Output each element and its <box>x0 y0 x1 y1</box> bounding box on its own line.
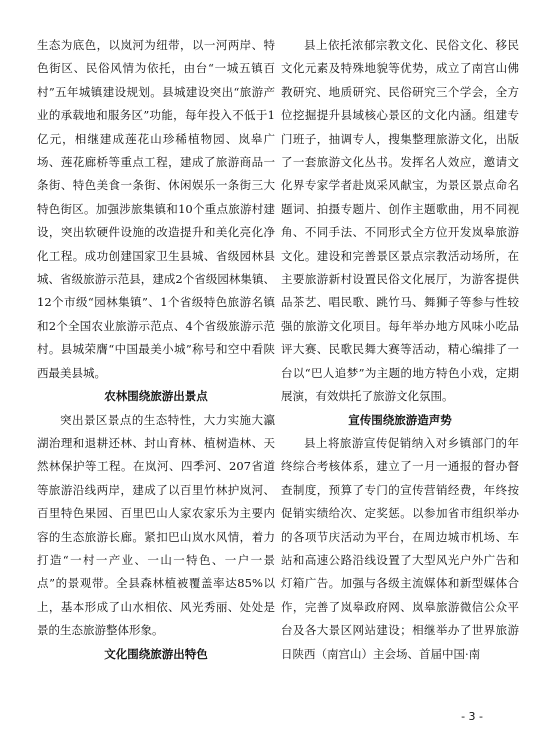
section-heading-forestry: 农林围绕旅游出景点 <box>104 389 208 404</box>
left-paragraph-2: 突出景区景点的生态特性，大力实施大瀛湖治理和退耕还林、封山育林、植树造林、天然林保护等工程。在岚河、四季河、207省道等旅游沿线两岸，建成了以百里竹林护岚河、百里特色果园、百里巴山人家农家乐为主要内容的生态旅游长廊。紧扣巴山岚水风情，着力打造“一村一产业、一山一特色、一户一景点”的景观带。全县森林植被覆盖率达85%以上，基本形成了山水相依、风光秀丽、处处是景的生态旅游整体形象。 <box>37 412 275 638</box>
section-heading-culture: 文化围绕旅游出特色 <box>104 646 208 661</box>
section-heading-publicity: 宣传围绕旅游造声势 <box>348 412 452 427</box>
right-column <box>281 34 519 666</box>
right-paragraph-2: 县上将旅游宣传促销纳入对乡镇部门的年终综合考核体系，建立了一月一通报的督办督查制度，预算了专门的宣传营销经费，年终按促销实绩给次、定奖惩。以参加省市组织举办的各项节庆活动为平台，在周边城市机场、车站和高速公路沿线设置了大型风光户外广告和灯箱广告。加强与各级主流媒体和新型媒体合作，完善了岚皋政府网、岚皋旅游微信公众平台及各大景区网站建设；相继举办了世界旅游日陕西（南宫山）主会场、首届中国·南 <box>281 435 519 661</box>
right-paragraph-1: 县上依托浓郁宗教文化、民俗文化、移民文化元素及特殊地貌等优势，成立了南宫山佛教研究、地质研究、民俗研究三个学会，全方位挖掘提升县域核心景区的文化内涵。组建专门班子，抽调专人，搜集整理旅游文化，出版了一套旅游文化丛书。发挥名人效应，邀请文化界专家学者赴岚采风献宝，为景区景点命名题词、拍摄专题片、创作主题歌曲，用不同视角、不同手法、不同形式全方位开发岚皋旅游文化。建设和完善景区景点宗教活动场所，在主要旅游新村设置民俗文化展厅，为游客提供品茶艺、唱民歌、跳竹马、舞狮子等参与性较强的旅游文化项目。每年举办地方风味小吃品评大赛、民歌民舞大赛等活动，精心编排了一台以“巴人追梦”为主题的地方特色小戏，定期展演，有效烘托了旅游文化氛围。 <box>281 38 519 404</box>
left-column <box>37 34 275 666</box>
page-number: - 3 - <box>461 710 483 723</box>
left-paragraph-1: 生态为底色，以岚河为纽带，以一河两岸、特色街区、民俗风情为依托，由台“一城五镇百村”五年城镇建设规划。县城建设突出“旅游产业的承载地和服务区”功能，每年投入不低于1亿元，相继建成莲花山珍稀植物园、岚皋广场、莲花廊桥等重点工程，建成了旅游商品一条街、特色美食一条街、休闲娱乐一条街三大特色街区。加强涉旅集镇和10个重点旅游村建设，突出软硬件设施的改造提升和美化亮化净化工程。成功创建国家卫生县城、省级园林县城、省级旅游示范县，建成2个省级园林集镇、12个市级“园林集镇”、1个省级特色旅游名镇和2个全国农业旅游示范点、4个省级旅游示范村。县城荣膺“中国最美小城”称号和空中看陕西最美县城。 <box>37 38 275 380</box>
